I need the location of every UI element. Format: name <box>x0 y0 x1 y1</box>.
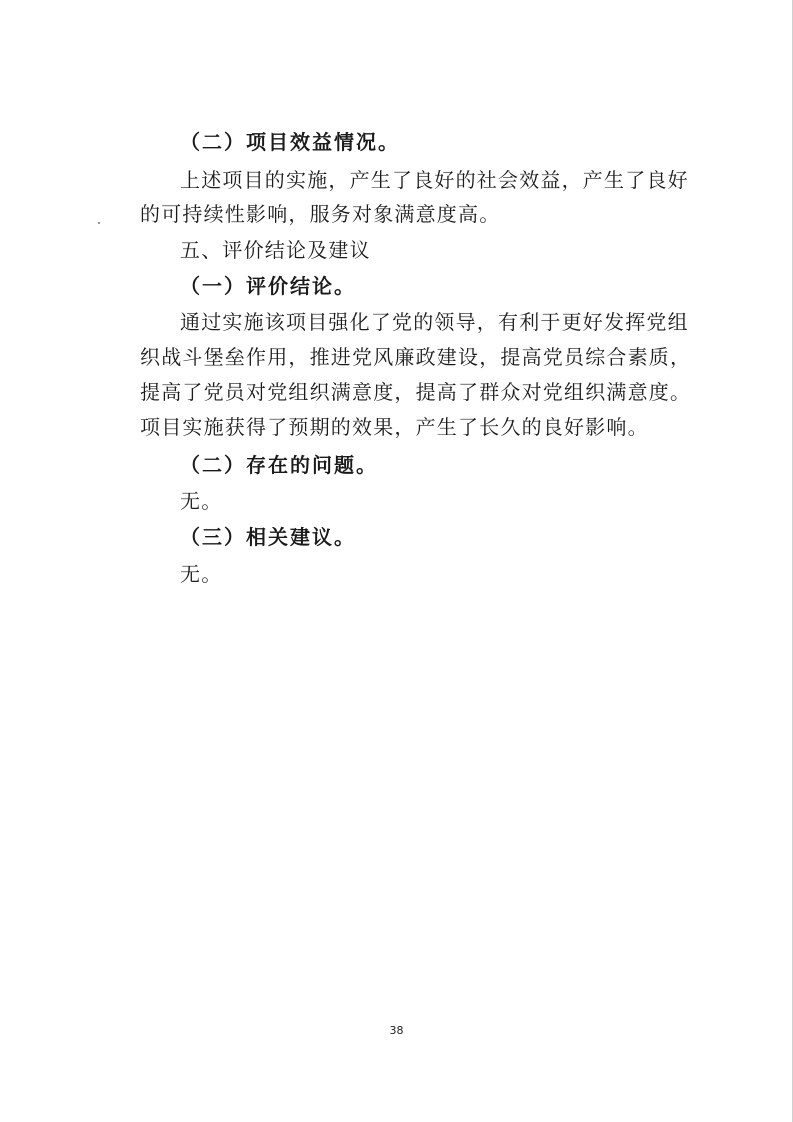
conclusion-heading: （一）评价结论。 <box>180 274 356 298</box>
scan-mark <box>98 222 100 224</box>
suggestions-text: 无。 <box>180 562 223 586</box>
problems-heading: （二）存在的问题。 <box>180 453 378 477</box>
suggestions-heading: （三）相关建议。 <box>180 525 356 549</box>
benefit-paragraph-line-1: 上述项目的实施，产生了良好的社会效益，产生了良好 <box>180 168 689 192</box>
conclusion-paragraph-line-3: 提高了党员对党组织满意度，提高了群众对党组织满意度。 <box>140 380 692 404</box>
page-number: 38 <box>389 1024 404 1037</box>
benefit-heading: （二）项目效益情况。 <box>180 130 400 154</box>
section-five-heading: 五、评价结论及建议 <box>180 238 371 262</box>
conclusion-paragraph-line-1: 通过实施该项目强化了党的领导，有利于更好发挥党组 <box>180 310 689 334</box>
conclusion-paragraph-line-2: 织战斗堡垒作用，推进党风廉政建设，提高党员综合素质， <box>140 345 692 369</box>
benefit-paragraph-line-2: 的可持续性影响，服务对象满意度高。 <box>140 202 501 226</box>
conclusion-paragraph-line-4: 项目实施获得了预期的效果，产生了长久的良好影响。 <box>140 415 649 439</box>
problems-text: 无。 <box>180 489 223 513</box>
